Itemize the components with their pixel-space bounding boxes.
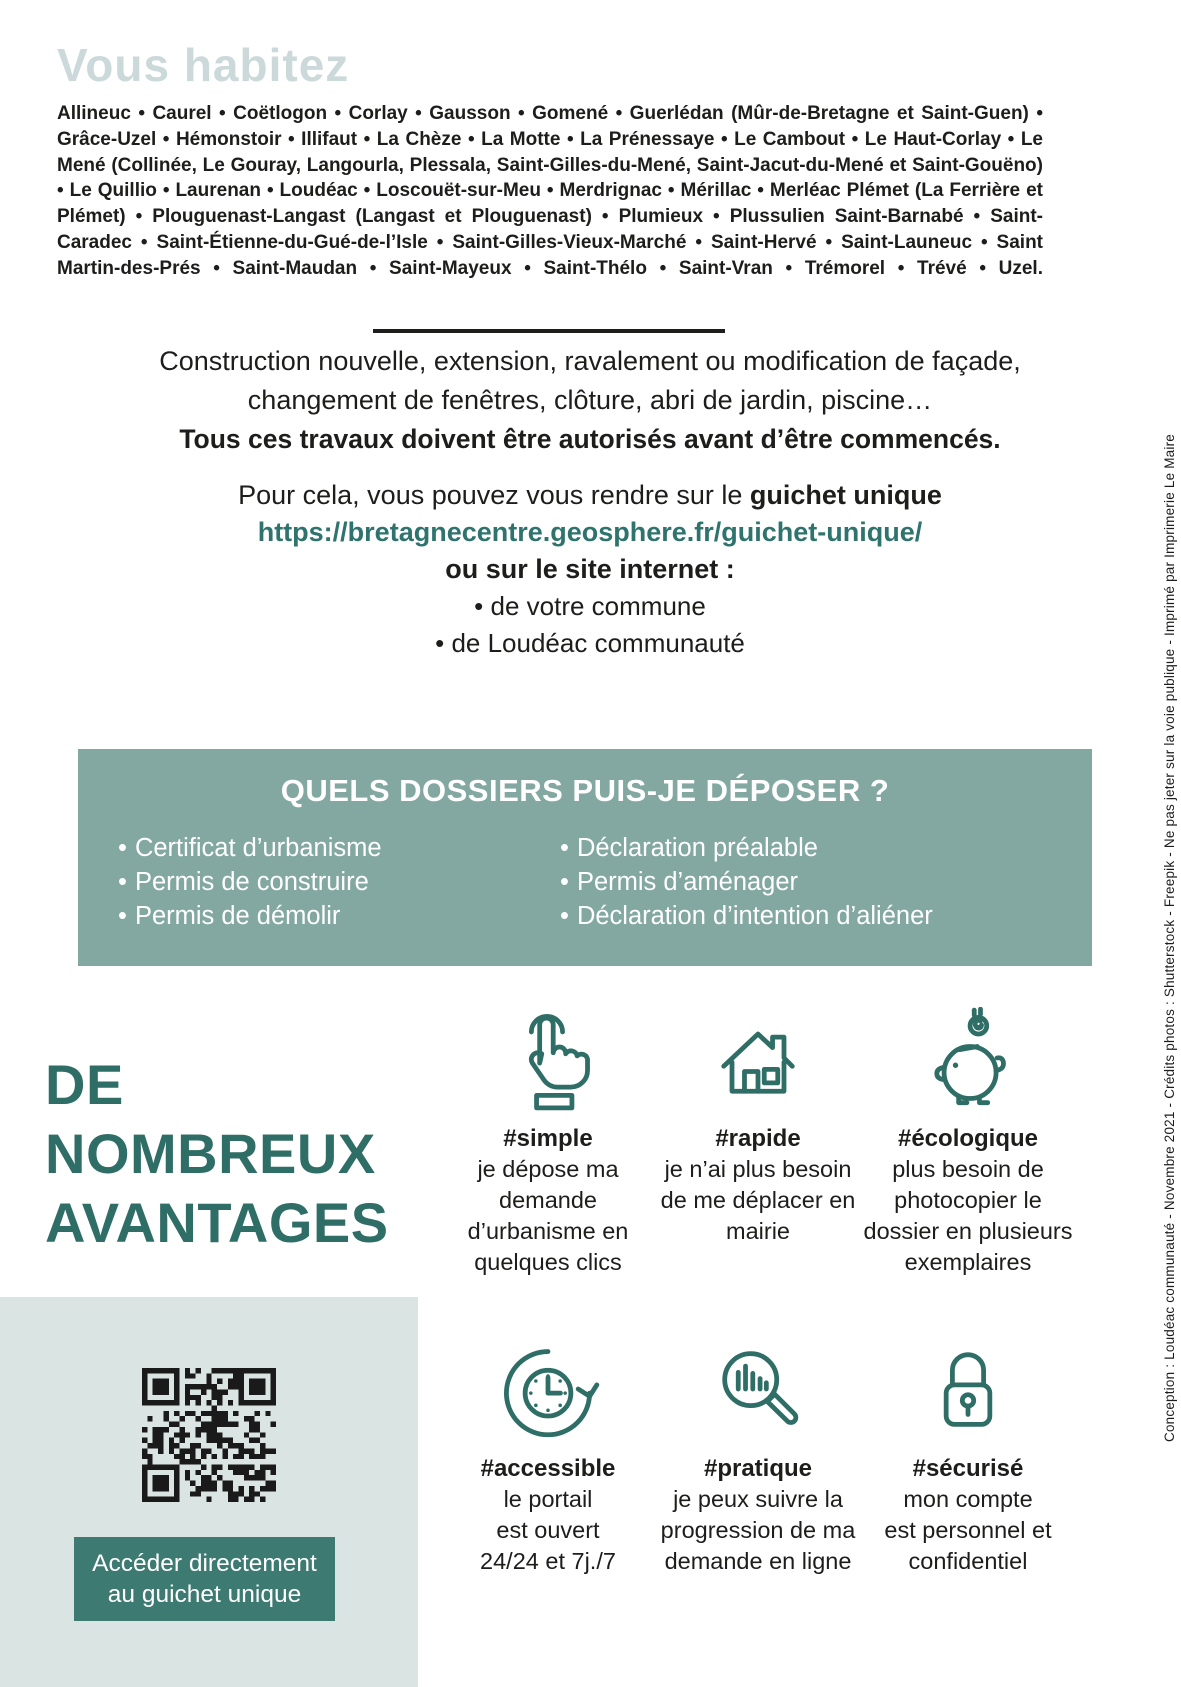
advantage-tag: #accessible — [480, 1455, 616, 1482]
piggy-bank-icon — [916, 1000, 1020, 1118]
guichet-unique-label: guichet unique — [749, 480, 942, 510]
desc-line: mon compte — [903, 1486, 1033, 1512]
dossiers-box — [78, 749, 1092, 966]
advantage-ecologique — [863, 1000, 1073, 1278]
clock-24-7-icon — [496, 1330, 600, 1448]
desc-line: confidentiel — [908, 1548, 1028, 1574]
padlock-icon — [916, 1330, 1020, 1448]
desc-line: dossier en plusieurs — [863, 1218, 1073, 1244]
qr-code — [142, 1368, 276, 1502]
desc-line: est personnel et — [884, 1517, 1052, 1543]
advantage-description — [468, 1154, 629, 1278]
desc-line: progression de ma — [660, 1517, 856, 1543]
desc-line: photocopier le — [894, 1187, 1042, 1213]
house-icon — [706, 1000, 810, 1118]
advantages-heading-line: DE — [45, 1053, 124, 1116]
site-bullet-commune — [60, 588, 1120, 625]
warning-text: Tous ces travaux doivent être autorisés avant d’être commencés. — [179, 424, 1001, 454]
list-item — [560, 899, 933, 933]
magnifier-chart-icon — [706, 1330, 810, 1448]
access-prefix: Pour cela, vous pouvez vous rendre sur le — [238, 480, 750, 510]
advantages-heading-line: AVANTAGES — [45, 1191, 389, 1254]
access-section — [60, 477, 1120, 662]
advantage-tag: #sécurisé — [912, 1455, 1024, 1482]
page-title: Vous habitez — [57, 39, 350, 91]
communes-list: Allineuc • Caurel • Coëtlogon • Corlay • Gausson • Gomené • Guerlédan (Mûr-de-Bretagne et Saint-Guen) • Grâce-Uzel • Hémonstoir • Illifaut • La Chèze • La Motte • La Prénessaye • Le Cambout • Le Haut-Corlay • Le Mené (Collinée, Le Gouray, Langourla, Plessala, Saint-Gilles-du-Mené, Saint-Jacut-du-Mené et Saint-Gouëno) • Le Quillio • Laurenan • Loudéac • Loscouët-sur-Meu • Merdrignac • Mérillac • Merléac Plémet (La Ferrière et Plémet) • Plouguenast-Langast (Langast et Plouguenast) • Plumieux • Plussulien Saint-Barnabé • Saint-Caradec • Saint-Étienne-du-Gué-de-l’Isle • Saint-Gilles-Vieux-Marché • Saint-Hervé • Saint-Launeuc • Saint Martin-des-Prés • Saint-Maudan • Saint-Mayeux • Saint-Thélo • Saint-Vran • Trémorel • Trévé • Uzel. — [57, 103, 1043, 279]
advantage-description — [480, 1484, 616, 1577]
list-item — [118, 831, 560, 865]
desc-line: demande en ligne — [664, 1548, 852, 1574]
intro-line-2: changement de fenêtres, clôture, abri de jardin, piscine… — [247, 385, 933, 415]
site-bullet-communaute — [60, 625, 1120, 662]
desc-line: d’urbanisme en — [467, 1218, 629, 1244]
advantage-description — [661, 1484, 856, 1577]
advantage-description — [884, 1484, 1051, 1577]
list-item — [560, 831, 933, 865]
button-label-line: au guichet unique — [107, 1581, 302, 1608]
advantage-simple — [443, 1000, 653, 1278]
site-bullet-commune-label: de votre commune — [490, 591, 706, 621]
advantages-heading-line: NOMBREUX — [45, 1122, 376, 1185]
bullet-icon: • — [118, 902, 127, 930]
click-finger-icon — [496, 1000, 600, 1118]
advantages-row-2 — [443, 1330, 1073, 1577]
list-item — [118, 865, 560, 899]
site-bullet-communaute-label: de Loudéac communauté — [451, 628, 745, 658]
advantage-pratique — [653, 1330, 863, 1577]
advantage-description — [661, 1154, 856, 1247]
dossiers-column-left — [118, 831, 560, 933]
credits-vertical-text: Conception : Loudéac communauté - Novembre 2021 - Crédits photos : Shutterstock - Freepik - Ne pas jeter sur la voie publique - Imprimé par Imprimerie Le Maire — [1162, 434, 1177, 1442]
advantage-tag: #écologique — [897, 1125, 1039, 1152]
list-item-label: Permis de démolir — [134, 902, 341, 930]
list-item-label: Déclaration d’intention d’aliéner — [576, 902, 933, 930]
bullet-icon: • — [118, 868, 127, 896]
list-item-label: Permis de construire — [134, 868, 369, 896]
advantages-row-1 — [443, 1000, 1073, 1278]
intro-paragraph — [60, 342, 1120, 420]
bullet-icon: • — [118, 834, 127, 862]
desc-line: je n’ai plus besoin — [664, 1156, 852, 1182]
list-item-label: Certificat d’urbanisme — [134, 834, 382, 862]
advantage-tag: #pratique — [703, 1455, 813, 1482]
guichet-unique-url[interactable]: https://bretagnecentre.geosphere.fr/guichet-unique/ — [257, 517, 923, 547]
dossiers-column-right — [560, 831, 933, 933]
desc-line: de me déplacer en — [660, 1187, 856, 1213]
divider — [373, 329, 725, 333]
intro-line-1: Construction nouvelle, extension, ravalement ou modification de façade, — [159, 346, 1021, 376]
desc-line: est ouvert — [496, 1517, 600, 1543]
access-line — [60, 477, 1120, 514]
desc-line: je dépose ma — [477, 1156, 619, 1182]
advantage-rapide — [653, 1000, 863, 1278]
advantage-description — [864, 1154, 1073, 1278]
button-label-line: Accéder directement — [92, 1550, 317, 1577]
bullet-icon: • — [435, 628, 445, 658]
advantage-tag: #rapide — [715, 1125, 801, 1152]
list-item-label: Déclaration préalable — [576, 834, 818, 862]
bullet-icon: • — [474, 591, 484, 621]
advantage-accessible — [443, 1330, 653, 1577]
dossiers-columns — [78, 831, 1092, 933]
list-item — [560, 865, 933, 899]
list-item-label: Permis d’aménager — [576, 868, 799, 896]
advantages-heading — [45, 1050, 389, 1257]
bullet-icon: • — [560, 834, 569, 862]
desc-line: je peux suivre la — [673, 1486, 843, 1512]
advantage-securise — [863, 1330, 1073, 1577]
desc-line: quelques clics — [474, 1249, 622, 1275]
bullet-icon: • — [560, 902, 569, 930]
desc-line: mairie — [726, 1218, 790, 1244]
or-site-line: ou sur le site internet : — [445, 554, 735, 584]
desc-line: 24/24 et 7j./7 — [480, 1548, 616, 1574]
advantage-tag: #simple — [503, 1125, 593, 1152]
list-item — [118, 899, 560, 933]
bullet-icon: • — [560, 868, 569, 896]
desc-line: exemplaires — [904, 1249, 1032, 1275]
guichet-unique-button[interactable] — [74, 1537, 335, 1621]
dossiers-box-title: QUELS DOSSIERS PUIS-JE DÉPOSER ? — [280, 773, 890, 808]
desc-line: plus besoin de — [892, 1156, 1044, 1182]
desc-line: demande — [499, 1187, 597, 1213]
desc-line: le portail — [503, 1486, 593, 1512]
